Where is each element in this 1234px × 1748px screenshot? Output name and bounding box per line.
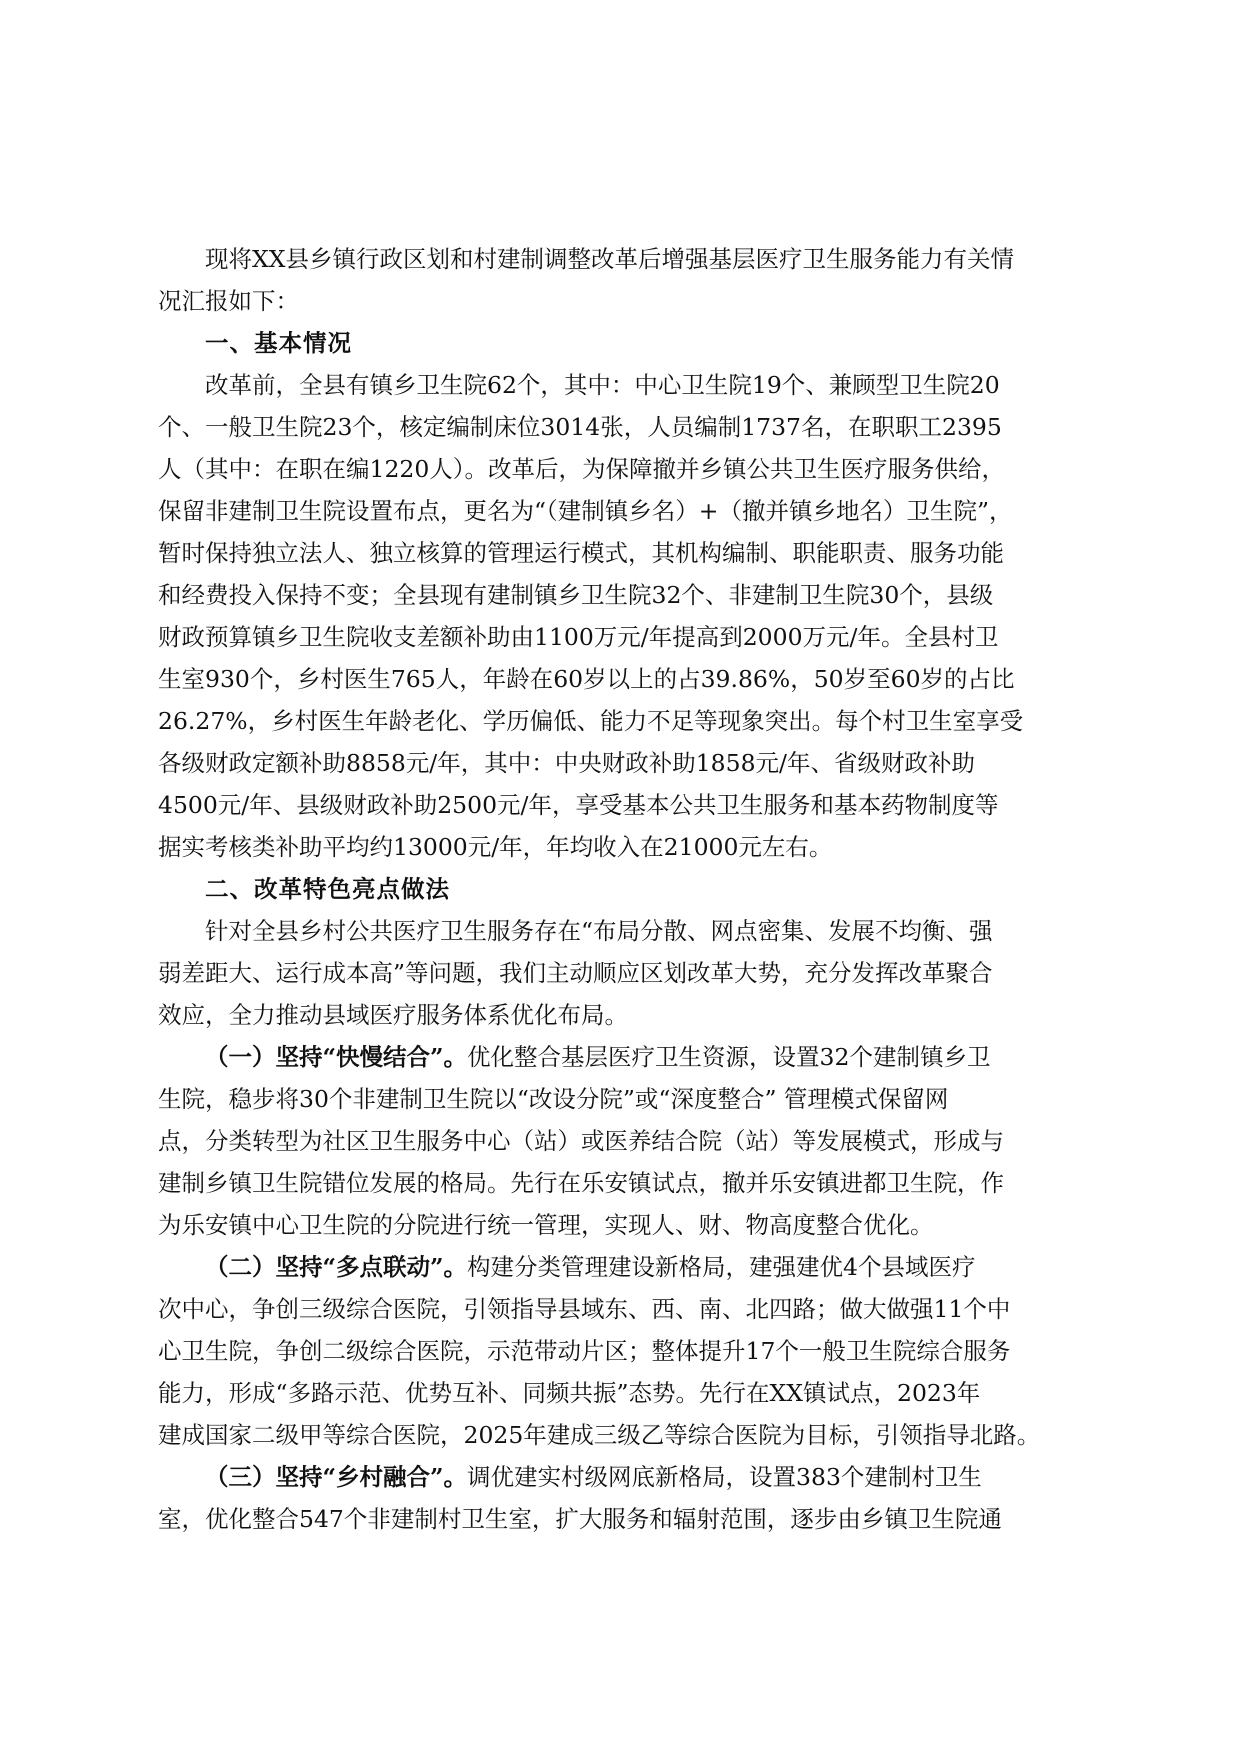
text-line: 针对全县乡村公共医疗卫生服务存在“布局分散、网点密集、发展不均衡、强 xyxy=(205,917,993,945)
section-heading-basic: 一、基本情况 xyxy=(205,329,352,357)
text-line: 生室930个，乡村医生765人，年龄在60岁以上的占39.86%，50岁至60岁的占比 xyxy=(158,665,1015,693)
text-line: 弱差距大、运行成本高”等问题，我们主动顺应区划改革大势，充分发挥改革聚合 xyxy=(158,959,993,987)
text-line: 点，分类转型为社区卫生服务中心（站）或医养结合院（站）等发展模式，形成与 xyxy=(158,1127,1004,1155)
text-line xyxy=(158,1036,1078,1078)
document-body xyxy=(158,238,1078,1540)
subsection-fast-slow xyxy=(158,1036,1078,1246)
basic-situation-paragraph xyxy=(158,364,1078,868)
text-line: 人（其中：在职在编1220人）。改革后，为保障撤并乡镇公共卫生医疗服务供给， xyxy=(158,455,1006,483)
subsection-title: （二）坚持“多点联动”。 xyxy=(205,1253,468,1281)
subsection-text: 构建分类管理建设新格局，建强建优4个县域医疗 xyxy=(467,1253,976,1281)
text-line: 况汇报如下： xyxy=(158,287,299,315)
subsection-text: 调优建实村级网底新格局，设置383个建制村卫生 xyxy=(467,1463,982,1491)
text-line: 能力，形成“多路示范、优势互补、同频共振”态势。先行在XX镇试点，2023年 xyxy=(158,1379,981,1407)
text-line: 生院，稳步将30个非建制卫生院以“改设分院”或“深度整合” 管理模式保留网 xyxy=(158,1085,949,1113)
subsection-title: （三）坚持“乡村融合”。 xyxy=(205,1463,468,1491)
section-heading-reform: 二、改革特色亮点做法 xyxy=(205,875,450,903)
text-line: 室，优化整合547个非建制村卫生室，扩大服务和辐射范围，逐步由乡镇卫生院通 xyxy=(158,1505,1002,1533)
text-line: 暂时保持独立法人、独立核算的管理运行模式，其机构编制、职能职责、服务功能 xyxy=(158,539,1004,567)
text-line: 个、一般卫生院23个，核定编制床位3014张，人员编制1737名，在职职工2395 xyxy=(158,413,1002,441)
text-line xyxy=(158,1246,1078,1288)
text-line: 改革前，全县有镇乡卫生院62个，其中：中心卫生院19个、兼顾型卫生院20 xyxy=(205,371,1000,399)
text-line: 保留非建制卫生院设置布点，更名为“（建制镇乡名）+（撤并镇乡地名）卫生院”， xyxy=(158,497,1013,525)
text-line: 次中心，争创三级综合医院，引领指导县域东、西、南、北四路；做大做强11个中 xyxy=(158,1295,1011,1323)
text-line: 26.27%，乡村医生年龄老化、学历偏低、能力不足等现象突出。每个村卫生室享受 xyxy=(158,707,1024,735)
subsection-text: 优化整合基层医疗卫生资源，设置32个建制镇乡卫 xyxy=(467,1043,991,1071)
text-line: 和经费投入保持不变；全县现有建制镇乡卫生院32个、非建制卫生院30个，县级 xyxy=(158,581,994,609)
text-line: 财政预算镇乡卫生院收支差额补助由1100万元/年提高到2000万元/年。全县村卫 xyxy=(158,623,999,651)
intro-paragraph xyxy=(158,238,1078,322)
text-line: 各级财政定额补助8858元/年，其中：中央财政补助1858元/年、省级财政补助 xyxy=(158,749,975,777)
text-line xyxy=(158,1456,1078,1498)
text-line: 心卫生院，争创二级综合医院，示范带动片区；整体提升17个一般卫生院综合服务 xyxy=(158,1337,1011,1365)
reform-intro-paragraph xyxy=(158,910,1078,1036)
text-line: 现将XX县乡镇行政区划和村建制调整改革后增强基层医疗卫生服务能力有关情 xyxy=(205,245,1014,273)
subsection-multi-point xyxy=(158,1246,1078,1456)
text-line: 建制乡镇卫生院错位发展的格局。先行在乐安镇试点，撤并乐安镇进都卫生院，作 xyxy=(158,1169,1004,1197)
text-line: 为乐安镇中心卫生院的分院进行统一管理，实现人、财、物高度整合优化。 xyxy=(158,1211,934,1239)
text-line: 据实考核类补助平均约13000元/年，年均收入在21000元左右。 xyxy=(158,833,833,861)
subsection-title: （一）坚持“快慢结合”。 xyxy=(205,1043,468,1071)
text-line: 4500元/年、县级财政补助2500元/年，享受基本公共卫生服务和基本药物制度等 xyxy=(158,791,999,819)
text-line: 效应，全力推动县域医疗服务体系优化布局。 xyxy=(158,1001,628,1029)
subsection-rural-integration xyxy=(158,1456,1078,1540)
text-line: 建成国家二级甲等综合医院，2025年建成三级乙等综合医院为目标，引领指导北路。 xyxy=(158,1421,1041,1449)
